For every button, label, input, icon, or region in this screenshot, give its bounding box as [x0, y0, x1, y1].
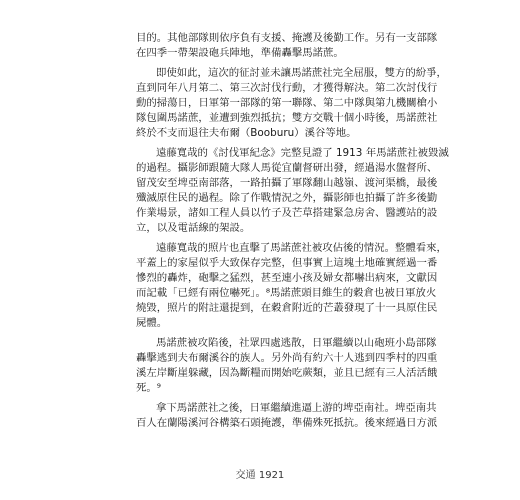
- text-line: 隊包圍馬諾蔗，並遭到強烈抵抗；雙方交戰十個小時後，馬諾蔗社: [136, 112, 438, 124]
- page-footer: 交通 1921: [235, 470, 285, 481]
- text-line: 溪左岸斷崖躲藏，因為斷糧而開始吃蕨類，並且已經有三人活活餓: [136, 367, 438, 379]
- text-line: 燒毀，照片的附註還提到，在穀倉附近的芒叢發現了十一具原住民: [136, 302, 438, 314]
- text-line: 目的。其他部隊則依序負有支援、掩護及後勤工作。另有一支部隊: [136, 32, 438, 44]
- text-line: 的過程。攝影師跟隨大隊人馬從宜蘭督研出發，經過湯水盤督所、: [136, 162, 438, 174]
- paragraph: [136, 241, 447, 331]
- text-line: 立，以及電話線的架設。: [136, 222, 251, 234]
- text-line: 死。⁹: [136, 382, 161, 394]
- text-line: 遠藤寬哉的《討伐軍紀念》完整見證了 1913 年馬諾蔗社被毀滅: [156, 147, 449, 159]
- text-line: 拿下馬諾蔗社之後，日軍繼續進逼上游的埤亞南社。埤亞南共: [156, 402, 437, 414]
- text-line: 動的掃蕩日，日軍第一部隊的第一聯隊、第二中隊與第九機關槍小: [136, 97, 438, 109]
- text-line: 在四季一帶架設砲兵陣地，準備轟擊馬諾蔗。: [136, 47, 344, 59]
- paragraph: [136, 146, 449, 236]
- paragraph: [136, 336, 438, 396]
- text-line: 直到同年八月第二、第三次討伐行動，才獲得解決。第二次討伐行: [136, 82, 438, 94]
- paragraph: [136, 31, 438, 61]
- text-line: 即使如此，這次的征討並未讓馬諾蔗社完全屈服，雙方的紛爭，: [156, 67, 447, 79]
- paragraph: [136, 401, 438, 431]
- text-line: 而記載「已經有兩位嚇死」。⁸馬諾蔗頭目維生的穀倉也被日軍放火: [136, 287, 437, 299]
- text-line: 留茂安至埤亞南部落，一路拍攝了軍隊翻山越嶺、渡河渠橋，最後: [136, 177, 438, 189]
- text-line: 轟擊逃到夫布爾溪谷的族人。另外尚有約六十人逃到四季村的四重: [136, 352, 438, 364]
- text-line: 作業場景，諸如工程人員以竹子及芒草搭建緊急房舍、醫護站的設: [136, 207, 438, 219]
- text-line: 百人在蘭陽溪河谷構築石頭掩護，準備殊死抵抗。後來經過日方派: [136, 417, 438, 429]
- text-line: 平蓋上的家屋似乎大致保存完整，但事實上這塊土地確實經過一番: [136, 257, 438, 269]
- body-text: [136, 31, 449, 431]
- text-line: 終於不支而退往夫布爾（Booburu）溪谷等地。: [136, 127, 357, 139]
- text-line: 殲滅原住民的過程。除了作戰情況之外，攝影師也拍攝了許多後勤: [136, 192, 438, 204]
- text-line: 馬諾蔗被攻陷後，社眾四處逃散，日軍繼續以山砲班小島部隊: [156, 337, 437, 349]
- text-line: 遠藤寬哉的照片也直擊了馬諾蔗社被攻佔後的情況。整體看來，: [156, 242, 447, 254]
- text-line: 屍體。: [136, 317, 168, 329]
- paragraph: [136, 66, 447, 141]
- text-line: 慘烈的轟炸，砲擊之猛烈，甚至連小孩及婦女都嚇出病來，文獻因: [136, 272, 438, 284]
